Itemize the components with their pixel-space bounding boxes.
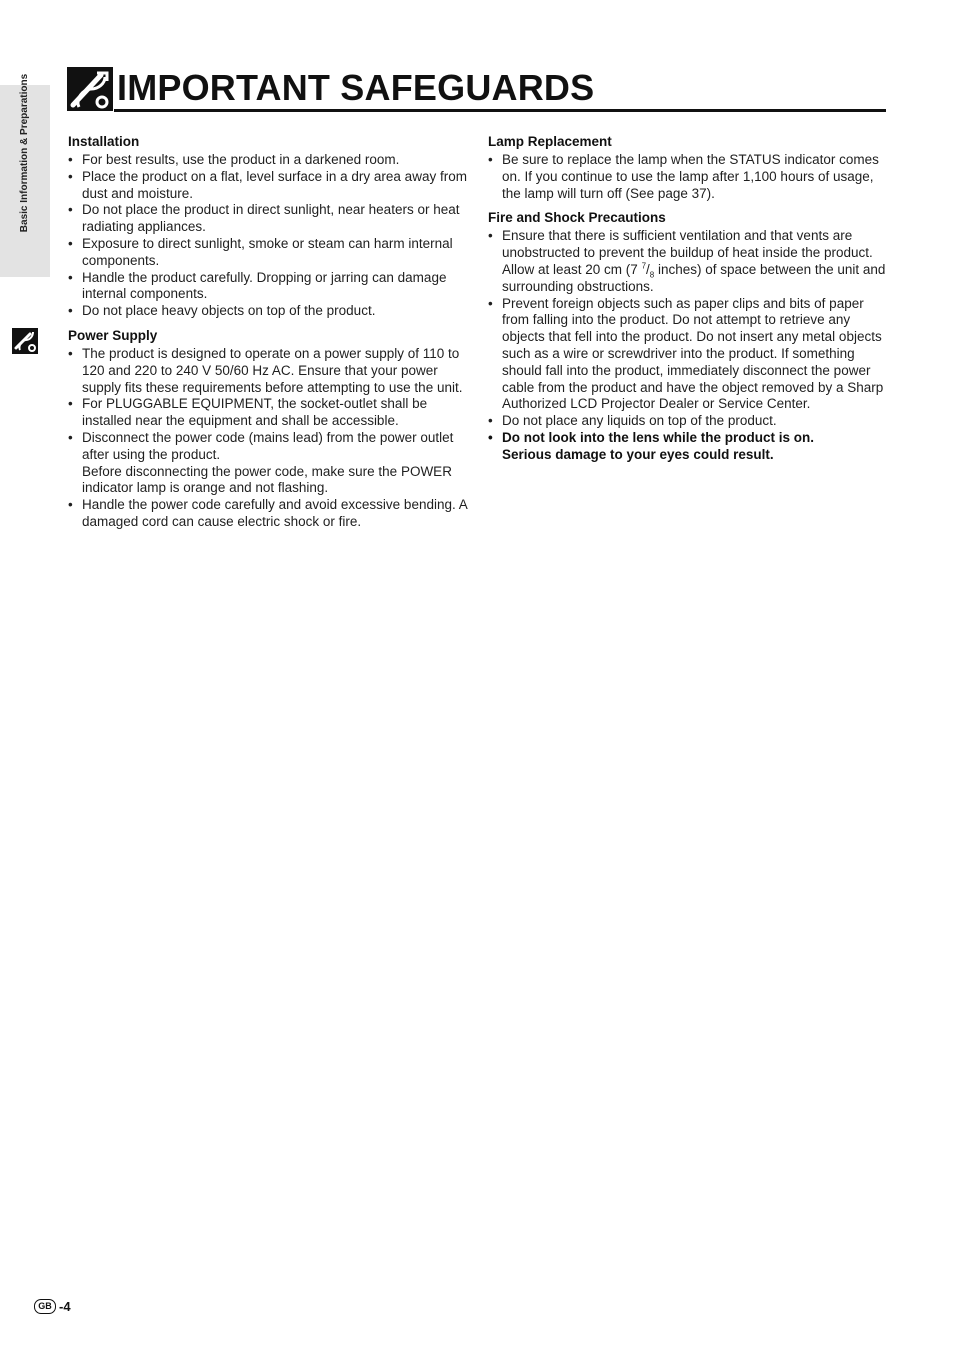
- section-heading: Power Supply: [68, 327, 158, 343]
- fire-shock-list: [488, 228, 886, 463]
- fraction-numerator: 7: [641, 261, 647, 271]
- right-column: [488, 133, 886, 471]
- section-heading: Fire and Shock Precautions: [488, 210, 666, 226]
- title-rule: [114, 109, 886, 112]
- installation-list: [68, 152, 468, 320]
- list-item: • Exposure to direct sunlight, smoke or steam can harm internal components.: [68, 236, 468, 270]
- installation-section: [68, 133, 468, 320]
- page-title: IMPORTANT SAFEGUARDS: [117, 67, 595, 108]
- side-tab-label: Basic Information & Preparations: [19, 73, 30, 233]
- section-heading: Lamp Replacement: [488, 134, 612, 149]
- power-supply-list: [68, 346, 468, 531]
- warning-line: Serious damage to your eyes could result.: [502, 446, 774, 462]
- wrench-pencil-icon: [67, 67, 113, 111]
- list-item: • Do not place the product in direct sunlight, near heaters or heat radiating appliances.: [68, 202, 468, 236]
- list-item: • Handle the power code carefully and avoid excessive bending. A damaged cord can cause electric shock or fire.: [68, 497, 468, 531]
- list-item: • Do not place any liquids on top of the product.: [488, 413, 886, 430]
- list-item: • For best results, use the product in a darkened room.: [68, 152, 468, 169]
- list-item: • Prevent foreign objects such as paper clips and bits of paper from falling into the product. Do not attempt to retrieve any objects that fell into the product. Do not insert any metal objects such as a wire or screwdriver into the product. If something should fall into the product, immediately disconnect the power cable from the product and have the object removed by a Sharp Authorized LCD Projector Dealer or Service Center.: [488, 296, 886, 414]
- fire-shock-section: [488, 209, 886, 463]
- list-item: • Do not place heavy objects on top of the product.: [68, 303, 468, 320]
- lamp-list: [488, 152, 886, 202]
- side-tab: [0, 73, 50, 277]
- section-heading: Installation: [68, 134, 140, 149]
- fraction-denominator: 8: [649, 270, 655, 280]
- list-item: • For PLUGGABLE EQUIPMENT, the socket-outlet shall be installed near the equipment and shall be accessible.: [68, 396, 468, 430]
- list-item: [68, 430, 468, 497]
- list-item: • Be sure to replace the lamp when the STATUS indicator comes on. If you continue to use the lamp after 1,100 hours of usage, the lamp will turn off (See page 37).: [488, 152, 886, 202]
- left-column: [68, 133, 468, 538]
- list-item-note: Before disconnecting the power code, make sure the POWER indicator lamp is orange and not flashing.: [82, 463, 452, 496]
- list-item-text: • Disconnect the power code (mains lead) from the power outlet after using the product.: [82, 429, 454, 462]
- region-badge: GB: [34, 1299, 56, 1314]
- list-item: • The product is designed to operate on a power supply of 110 to 120 and 220 to 240 V 50/60 Hz AC. Ensure that your power supply fits these requirements before attempting to use the unit.: [68, 346, 468, 396]
- page-footer: [34, 1298, 71, 1314]
- list-item: • Ensure that there is sufficient ventilation and that vents are unobstructed to prevent the buildup of heat inside the product. Allow at least 20 cm (7 $^7/_8$ inches) of space between the unit and surrounding obstructions.: [488, 228, 886, 295]
- ventilation-text-end: inches) of space between the unit and surrounding obstructions.: [502, 261, 886, 294]
- list-item: • Place the product on a flat, level surface in a dry area away from dust and moisture.: [68, 169, 468, 203]
- list-item: • Handle the product carefully. Dropping or jarring can damage internal components.: [68, 270, 468, 304]
- power-supply-section: [68, 327, 468, 531]
- wrench-pencil-icon: [12, 328, 38, 354]
- lamp-replacement-section: [488, 133, 886, 202]
- warning-item: [488, 430, 886, 464]
- ventilation-text-start: Ensure that there is sufficient ventilation and that vents are unobstructed to prevent the buildup of heat inside the product. Allow at least 20 cm (7: [502, 228, 873, 277]
- page-number: -4: [59, 1298, 71, 1314]
- warning-line: • Do not look into the lens while the product is on.: [502, 429, 814, 445]
